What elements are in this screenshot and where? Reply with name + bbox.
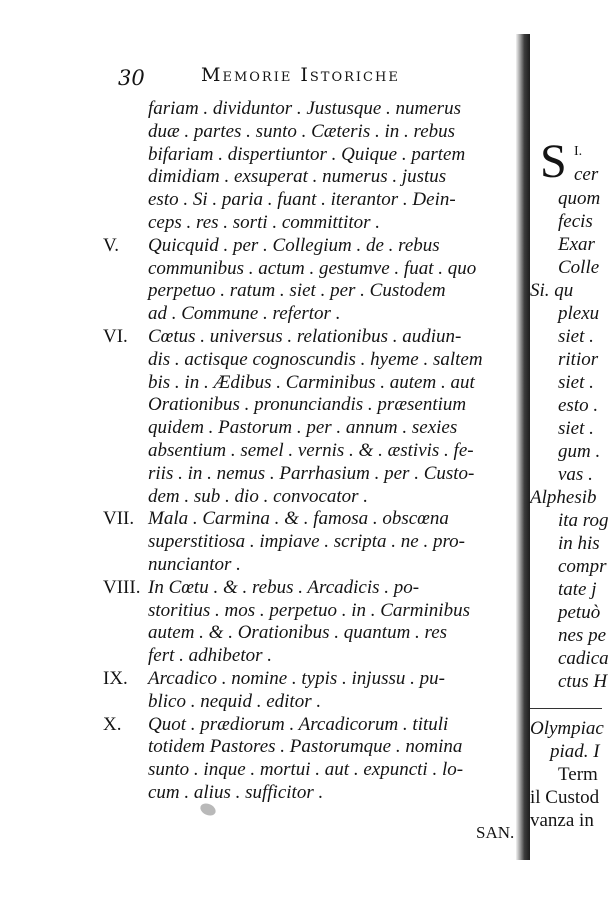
right-fragment: I. [574,144,583,159]
article-number: X. [103,714,122,735]
book-gutter [516,34,530,860]
right-page [530,0,609,900]
text-line: esto . Si . paria . fuant . iterantor . Dein- [148,189,456,210]
right-fragment: Colle [558,257,600,278]
article-number: IX. [103,668,128,689]
right-fragment: Exar [558,234,595,255]
right-fragment: ctus H [558,671,608,692]
right-fragment: fecis [558,211,593,232]
right-fragment: siet . [558,372,594,393]
right-fragment: esto . [558,395,599,416]
right-fragment: gum . [558,441,601,462]
page-number: 30 [118,66,145,90]
right-fragment: plexu [558,303,600,324]
article-number: VI. [103,326,128,347]
text-line: sunto . inque . mortui . aut . expuncti . lo- [148,759,464,780]
text-line: bifariam . dispertiuntor . Quique . partem [148,144,466,165]
text-line: communibus . actum . gestumve . fuat . quo [148,258,477,279]
right-fragment: cadica [558,648,609,669]
text-line: fariam . dividuntor . Justusque . numerus [148,98,461,119]
drop-cap: S [540,135,567,188]
article-number: VII. [103,508,135,529]
text-line: Quicquid . per . Collegium . de . rebus [148,235,440,256]
text-line: riis . in . nemus . Parrhasium . per . Custo- [148,463,475,484]
text-line: cum . alius . sufficitor . [148,782,324,803]
text-line: superstitiosa . impiave . scripta . ne . pro- [148,531,465,552]
text-line: dimidiam . exsuperat . numerus . justus [148,166,447,187]
right-fragment: petuò [558,602,601,623]
text-line: Arcadico . nomine . typis . injussu . pu- [148,668,445,689]
right-fragment: nes pe [558,625,607,646]
ink-smudge [198,801,217,818]
right-fragment: vas . [558,464,593,485]
text-line: totidem Pastores . Pastorumque . nomina [148,736,463,757]
right-fragment: Term [558,764,598,785]
right-fragment: siet . [558,418,594,439]
right-fragment: cer [574,164,599,185]
text-line: nunciantor . [148,554,241,575]
text-line: Quot . prædiorum . Arcadicorum . tituli [148,714,449,735]
right-fragment: Si. qu [530,280,574,301]
article-number: V. [103,235,120,256]
right-fragment: Alphesib [530,487,597,508]
right-fragment: vanza in [530,810,594,831]
right-fragment: piad. I [550,741,600,762]
rule-line [530,708,602,709]
text-line: dem . sub . dio . convocator . [148,486,369,507]
text-line: autem . & . Orationibus . quantum . res [148,622,448,643]
text-line: quidem . Pastorum . per . annum . sexies [148,417,458,438]
right-fragment: ritior [558,349,599,370]
text-line: Mala . Carmina . & . famosa . obscœna [148,508,449,529]
right-fragment: quom [558,188,601,209]
running-title: Memorie Istoriche [201,64,400,86]
text-line: ad . Commune . refertor . [148,303,341,324]
text-line: blico . nequid . editor . [148,691,322,712]
text-line: Cœtus . universus . relationibus . audiun- [148,326,462,347]
right-fragment: ita rog [558,510,609,531]
text-line: duæ . partes . sunto . Cæteris . in . rebus [148,121,456,142]
text-line: ceps . res . sorti . committitor . [148,212,381,233]
text-line: absentium . semel . vernis . & . æstivis . fe- [148,440,474,461]
right-fragment: Olympiac [530,718,604,739]
catchword: SAN. [476,823,515,842]
text-line: In Cœtu . & . rebus . Arcadicis . po- [148,577,420,598]
text-line: Orationibus . pronunciandis . præsentium [148,394,467,415]
right-fragment: tate j [558,579,597,600]
text-line: storitius . mos . perpetuo . in . Carminibus [148,600,470,621]
right-fragment: compr [558,556,607,577]
text-line: dis . actisque cognoscundis . hyeme . saltem [148,349,483,370]
article-number: VIII. [103,577,141,598]
text-line: perpetuo . ratum . siet . per . Custodem [148,280,446,301]
right-fragment: il Custod [530,787,600,808]
right-fragment: siet . [558,326,594,347]
text-line: bis . in . Ædibus . Carminibus . autem . aut [148,372,475,393]
right-fragment: in his [558,533,600,554]
text-line: fert . adhibetor . [148,645,273,666]
